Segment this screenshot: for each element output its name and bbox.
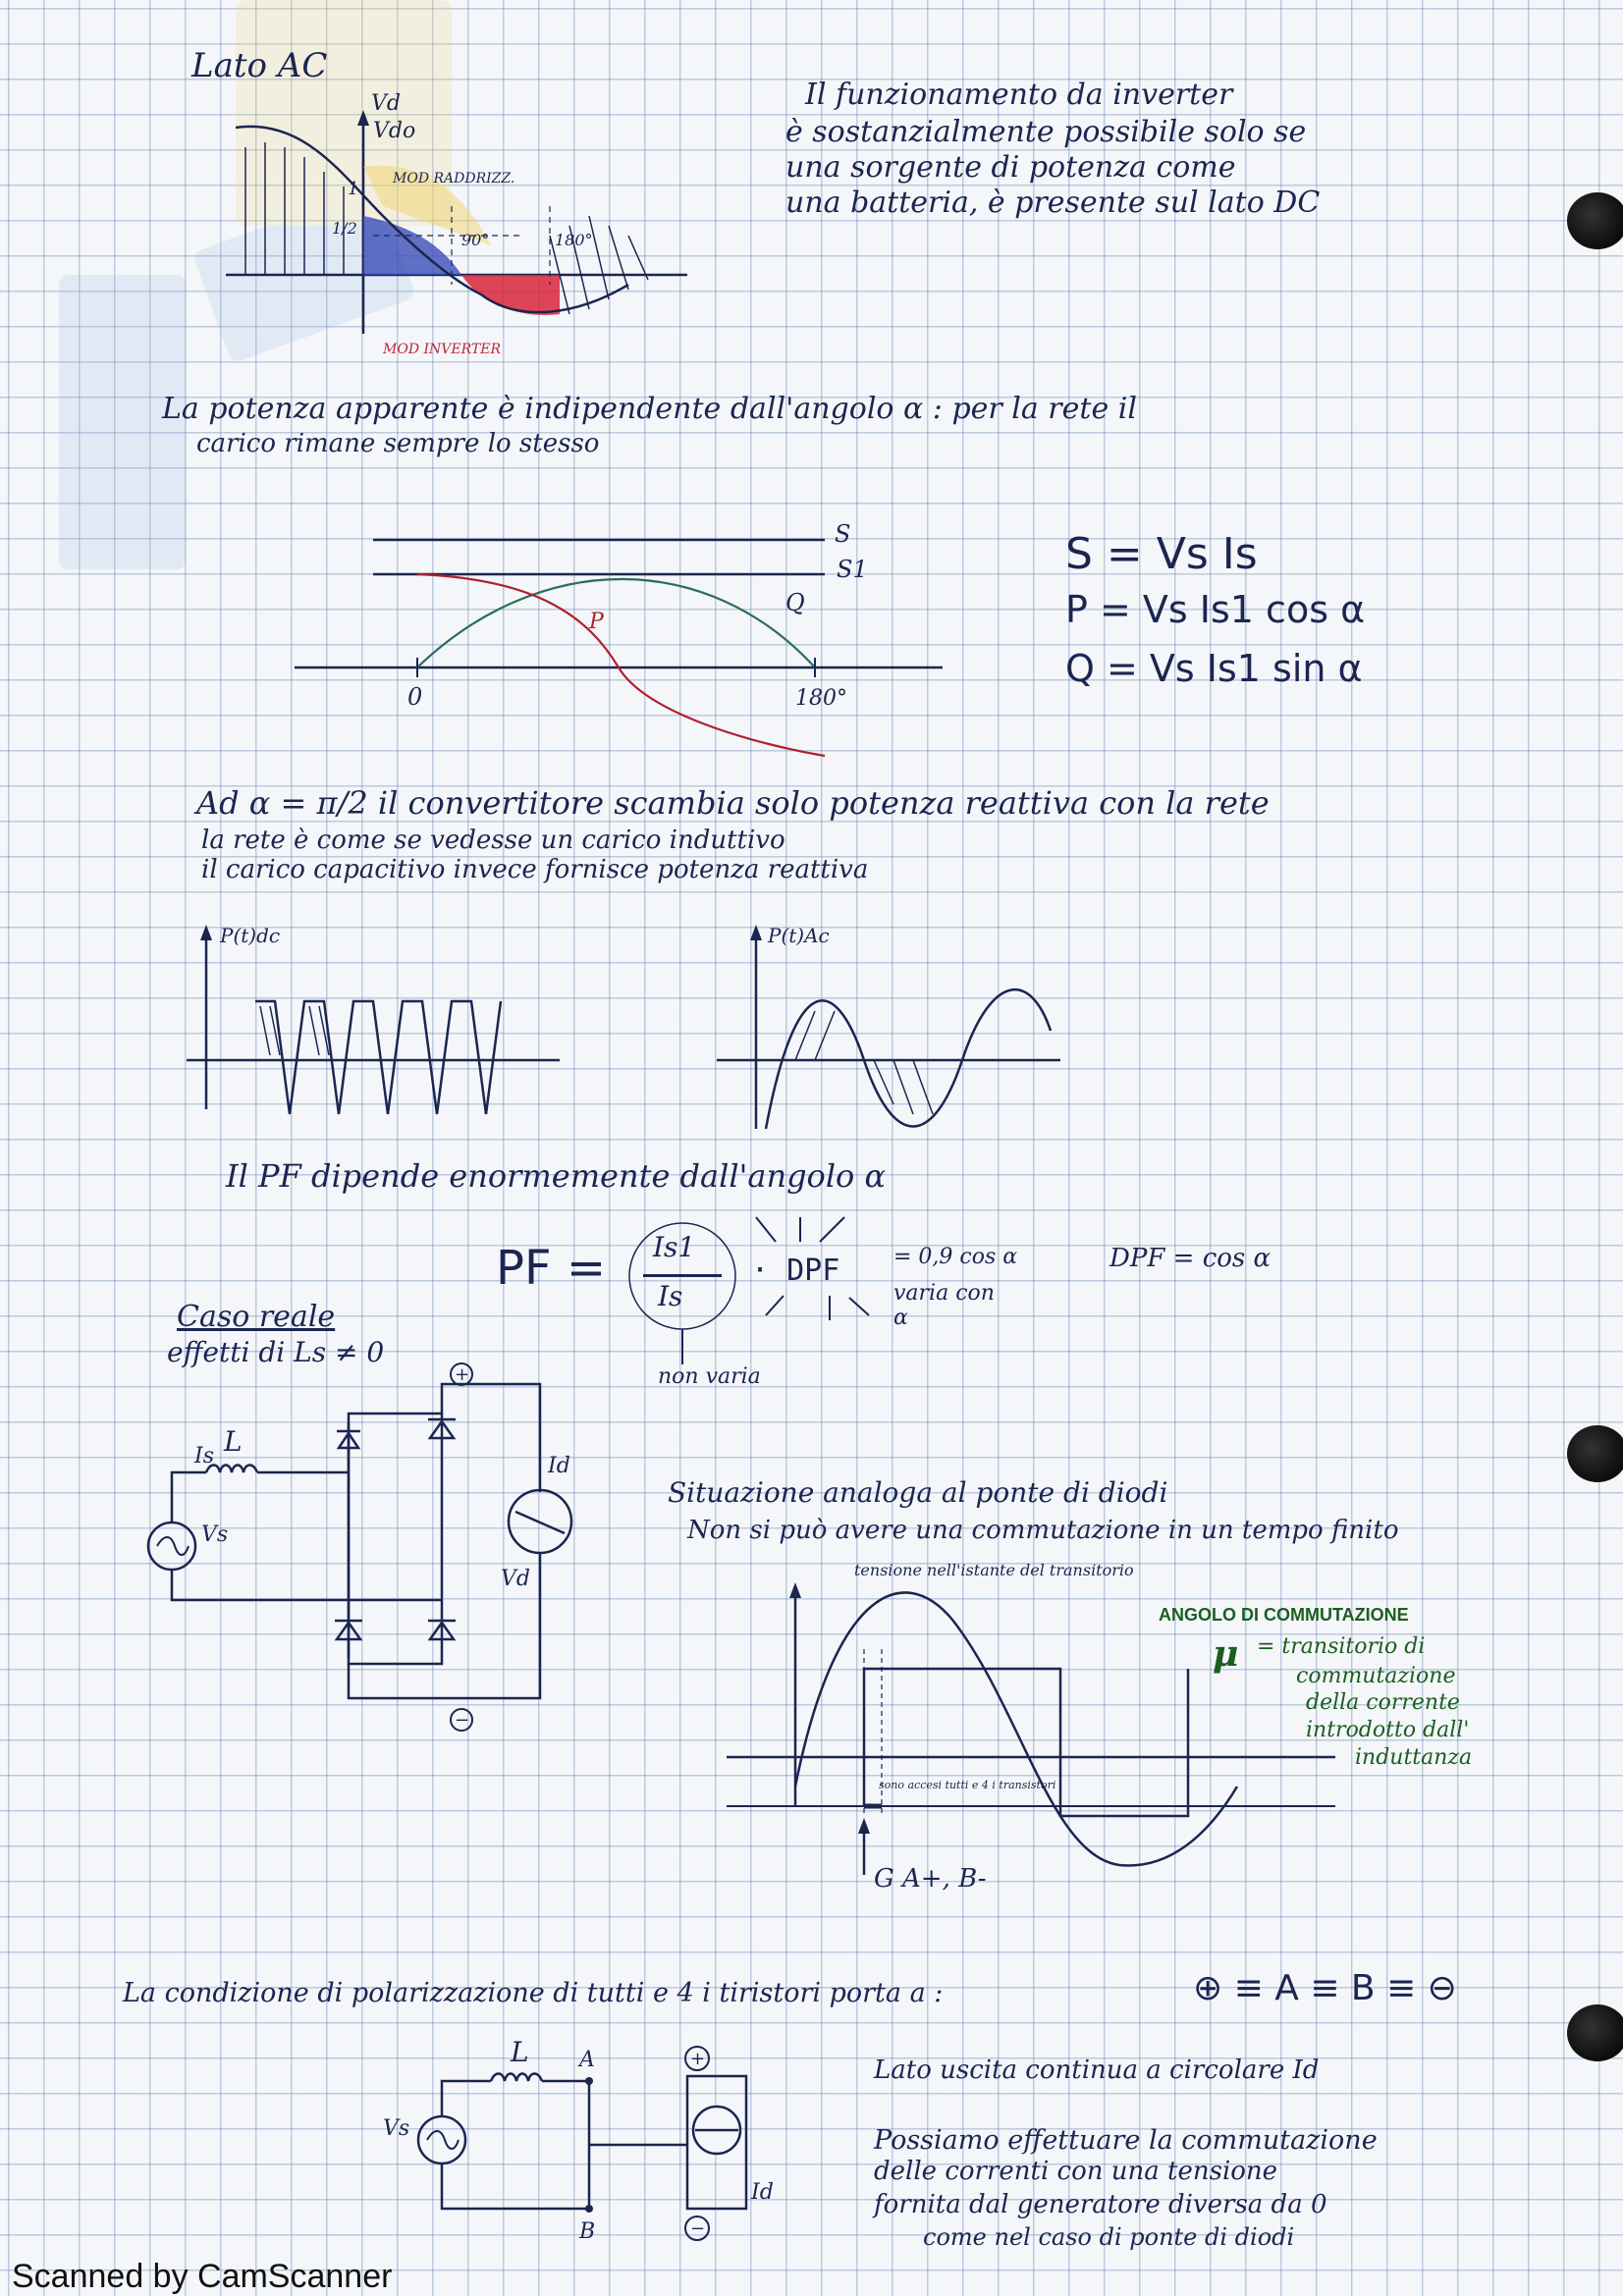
fig3-left-hatch — [260, 1006, 329, 1055]
fig1-ylabel2: Vdo — [373, 119, 416, 143]
fig2-curve-Q — [417, 579, 815, 667]
para3-line-3: il carico capacitivo invece fornisce potenza reattiva — [201, 855, 869, 884]
pf-lhs: PF = — [496, 1241, 607, 1296]
circuit-commutation-equivalent — [373, 2037, 785, 2243]
heading: Lato AC — [191, 46, 328, 85]
figure-instant-power — [187, 913, 1070, 1139]
pf-numerator: Is1 — [653, 1231, 696, 1263]
fig2-curve-P — [417, 574, 825, 756]
fig2-label-S: S — [835, 520, 851, 548]
para1-line-2: è sostanzialmente possibile solo se — [785, 115, 1307, 149]
commutation-symbol: μ — [1213, 1633, 1239, 1675]
para5-line-2: Non si può avere una commutazione in un tempo finito — [687, 1516, 1399, 1545]
formula-P: P = Vs Is1 cos α — [1065, 588, 1366, 631]
circuit2-label-plus: + — [690, 2049, 706, 2069]
para7-line-4: fornita dal generatore diversa da 0 — [874, 2190, 1327, 2219]
circuit1-label-L: L — [224, 1425, 243, 1458]
scanner-footer: Scanned by CamScanner — [12, 2258, 393, 2295]
para4: Il PF dipende enormemente dall'angolo α — [226, 1157, 887, 1195]
fig4-label-g: G A+, B- — [874, 1864, 987, 1894]
section-subtitle: effetti di Ls ≠ 0 — [167, 1336, 385, 1368]
para1-line-4: una batteria, è presente sul lato DC — [785, 186, 1321, 220]
pf-dpf-equation: DPF = cos α — [1109, 1244, 1271, 1273]
fig3-left-wave — [255, 1001, 501, 1114]
fig2-label-S1: S1 — [837, 556, 868, 583]
fig2-label-Q: Q — [785, 589, 805, 616]
fig1-tick-half: 1/2 — [332, 219, 357, 238]
circuit1-label-is: Is — [194, 1444, 214, 1468]
circuit2-label-minus: − — [690, 2218, 706, 2239]
circuit2-label-B: B — [579, 2219, 596, 2244]
pf-note-varies: varia con α — [893, 1281, 995, 1331]
para7-line-2: Possiamo effettuare la commutazione — [874, 2125, 1378, 2156]
binder-hole-1 — [1567, 192, 1623, 249]
circuit2-label-A: A — [579, 2048, 595, 2072]
circuit1-label-vs: Vs — [201, 1522, 229, 1547]
fig1-label-90: 90° — [461, 231, 490, 249]
circuit2-label-L: L — [511, 2036, 529, 2068]
commutation-desc-3: della corrente — [1306, 1690, 1460, 1715]
fig2-label-180: 180° — [795, 686, 847, 711]
figure-vd-curve — [226, 88, 697, 363]
circuit1-label-plus: + — [455, 1364, 470, 1385]
para7-line-3: delle correnti con una tensione — [874, 2157, 1278, 2186]
para6-equation: ⊕ ≡ A ≡ B ≡ ⊖ — [1193, 1968, 1457, 2008]
section-title: Caso reale — [177, 1300, 336, 1334]
para3-line-1: Ad α = π/2 il convertitore scambia solo potenza reattiva con la rete — [196, 784, 1270, 822]
para1-line-1: Il funzionamento da inverter — [805, 78, 1233, 112]
fig2-label-P: P — [589, 610, 604, 634]
pf-arrows — [628, 1217, 923, 1414]
fig2-label-0: 0 — [407, 683, 423, 711]
fig4-note-inner: sono accesi tutti e 4 i transistori — [879, 1779, 1056, 1791]
para6: La condizione di polarizzazione di tutti e 4 i tiristori porta a : — [123, 1978, 944, 2008]
para7-line-5: come nel caso di ponte di diodi — [923, 2223, 1295, 2251]
fig3-left-label: P(t)dc — [220, 924, 281, 947]
fig1-label-inverter: MOD INVERTER — [383, 342, 501, 357]
circuit2-inductor — [491, 2074, 542, 2082]
fig1-tick-one: 1 — [348, 179, 359, 199]
figure-power-vs-alpha — [295, 520, 962, 717]
para2-line-1: La potenza apparente è indipendente dall'angolo α : per la rete il — [162, 392, 1137, 426]
pf-note-constant: non varia — [658, 1364, 761, 1389]
binder-hole-2 — [1567, 1425, 1623, 1482]
formula-S: S = Vs Is — [1065, 529, 1258, 579]
fig1-hatch-left — [245, 142, 344, 275]
commutation-desc-1: = transitorio di — [1257, 1634, 1426, 1659]
commutation-desc-2: commutazione — [1296, 1664, 1456, 1688]
para3-line-2: la rete è come se vedesse un carico induttivo — [201, 826, 785, 855]
para5-line-1: Situazione analoga al ponte di diodi — [668, 1476, 1168, 1509]
pf-dpf: · DPF — [751, 1254, 840, 1288]
circuit1-label-minus: − — [455, 1710, 470, 1731]
fig1-ylabel: Vd — [371, 91, 401, 116]
circuit1-label-id: Id — [548, 1454, 570, 1478]
commutation-desc-5: induttanza — [1355, 1745, 1473, 1770]
fig3-right-label: P(t)Ac — [768, 924, 830, 947]
fig4-square — [864, 1669, 1188, 1816]
fig4-note-top: tensione nell'istante del transitorio — [854, 1561, 1134, 1579]
pf-denominator: Is — [658, 1280, 683, 1312]
para2-line-2: carico rimane sempre lo stesso — [196, 429, 600, 458]
formula-Q: Q = Vs Is1 sin α — [1065, 647, 1363, 690]
para7-line-1: Lato uscita continua a circolare Id — [874, 2056, 1320, 2085]
binder-hole-3 — [1567, 2004, 1623, 2061]
circuit2-label-vs: Vs — [383, 2116, 410, 2141]
commutation-desc-4: introdotto dall' — [1306, 1718, 1470, 1742]
circuit1-label-vd: Vd — [501, 1567, 530, 1591]
pf-note-value: = 0,9 cos α — [893, 1245, 1018, 1269]
para1-line-3: una sorgente di potenza come — [785, 150, 1236, 185]
fig1-label-raddrizz: MOD RADDRIZZ. — [393, 171, 515, 187]
fig1-label-180: 180° — [555, 231, 593, 249]
circuit-thyristor-bridge — [147, 1364, 619, 1757]
commutation-title: ANGOLO DI COMMUTAZIONE — [1159, 1605, 1409, 1625]
circuit2-label-id: Id — [751, 2180, 774, 2205]
